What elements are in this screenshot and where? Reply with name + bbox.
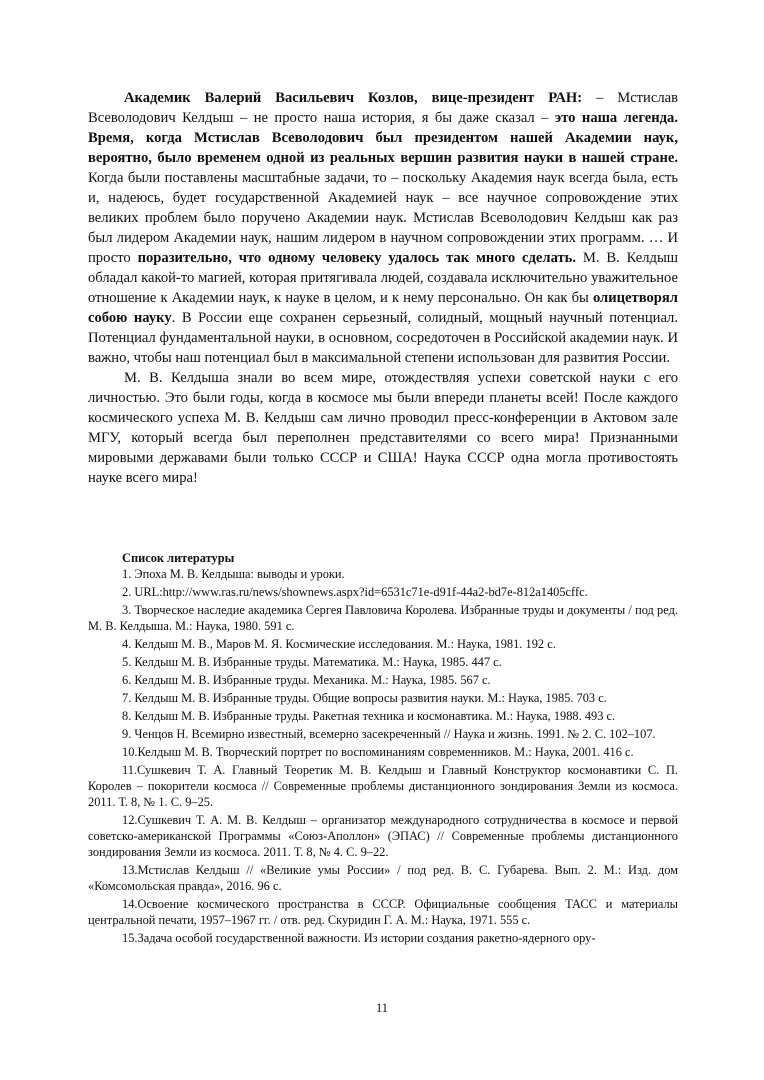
main-text bbox=[88, 88, 678, 488]
reference-item: 12.Сушкевич Т. А. М. В. Келдыш – организатор международного сотрудничества в космосе и первой советско-американской Программы «Союз-Аполлон» (ЭПАС) // Современные проблемы дистанционного зондирования Земли из космоса. 2011. Т. 8, № 4. С. 9–22. bbox=[88, 813, 678, 859]
reference-item: 9. Ченцов Н. Всемирно известный, всемерно засекреченный // Наука и жизнь. 1991. № 2. С. 102–107. bbox=[122, 727, 656, 741]
quote-paragraph bbox=[88, 88, 678, 368]
reference-item: 5. Келдыш М. В. Избранные труды. Математика. М.: Наука, 1985. 447 с. bbox=[122, 655, 502, 669]
reference-item: 6. Келдыш М. В. Избранные труды. Механика. М.: Наука, 1985. 567 с. bbox=[122, 673, 491, 687]
closing-paragraph: М. В. Келдыша знали во всем мире, отождествляя успехи советской науки с его личностью. Это были годы, когда в космосе мы были впереди планеты всей! После каждого космического успеха М. В. Келдыш сам лично проводил пресс-конференции в Актовом зале МГУ, который всегда был переполнен представителями со всего мира! Признанными мировыми державами были только СССР и США! Наука СССР одна могла противостоять науке всего мира! bbox=[88, 370, 678, 486]
quote-bold-segment: олицетворял собою науку bbox=[88, 290, 678, 326]
reference-item: 3. Творческое наследие академика Сергея Павловича Королева. Избранные труды и документы / под ред. М. В. Келдыша. М.: Наука, 1980. 591 с. bbox=[88, 603, 678, 633]
reference-item: 2. URL:http://www.ras.ru/news/shownews.aspx?id=6531c71e-d91f-44a2-bd7e-812a1405cffc. bbox=[122, 585, 588, 599]
reference-item: 14.Освоение космического пространства в СССР. Официальные сообщения ТАСС и материалы центральной печати, 1957–1967 гг. / отв. ред. Скуридин Г. А. М.: Наука, 1971. 555 с. bbox=[88, 897, 678, 927]
quote-segment: Когда были поставлены масштабные задачи, то – поскольку Академия наук всегда была, есть и, надеюсь, будет государственной Академией наук – все научное сопровождение этих великих проблем было поручено Академии наук. Мстислав Всеволодович Келдыш как раз был лидером Академии наук, нашим лидером в научном сопровождении этих программ. … И просто bbox=[88, 170, 678, 266]
page-number: 11 bbox=[376, 1001, 388, 1015]
quote-bold-segment: поразительно, что одному человеку удалось так много сделать. bbox=[137, 250, 577, 266]
references-section bbox=[88, 550, 678, 948]
references-title: Список литературы bbox=[122, 551, 235, 565]
reference-item: 1. Эпоха М. В. Келдыша: выводы и уроки. bbox=[122, 567, 345, 581]
reference-item: 13.Мстислав Келдыш // «Великие умы России» / под ред. В. С. Губарева. Вып. 2. М.: Изд. дом «Комсомольская правда», 2016. 96 с. bbox=[88, 863, 678, 893]
speaker-heading: Академик Валерий Васильевич Козлов, вице-президент РАН: bbox=[124, 90, 583, 106]
quote-segment: М. В. Келдыш обладал какой-то магией, которая притягивала людей, создавала исключительно уважительное отношение к Академии наук, к науке в целом, и к нему персонально. Он как бы bbox=[88, 250, 678, 306]
reference-item: 15.Задача особой государственной важности. Из истории создания ракетно-ядерного ору- bbox=[122, 931, 596, 945]
reference-item: 11.Сушкевич Т. А. Главный Теоретик М. В. Келдыш и Главный Конструктор космонавтики С. П. Королев – покорители космоса // Современные проблемы дистанционного зондирования Земли из космоса. 2011. Т. 8, № 1. С. 9–25. bbox=[88, 763, 678, 809]
quote-bold-segment: это наша легенда. Время, когда Мстислав Всеволодович был президентом нашей Академии наук, вероятно, было временем одной из реальных вершин развития науки в нашей стране. bbox=[88, 110, 678, 166]
reference-item: 8. Келдыш М. В. Избранные труды. Ракетная техника и космонавтика. М.: Наука, 1988. 493 с. bbox=[122, 709, 616, 723]
quote-segment: . В России еще сохранен серьезный, солидный, мощный научный потенциал. Потенциал фундаментальной науки, в основном, сосредоточен в Российской академии наук. И важно, чтобы наш потенциал был в максимальной степени использован для развития России. bbox=[88, 310, 678, 366]
reference-item: 10.Келдыш М. В. Творческий портрет по воспоминаниям современников. М.: Наука, 2001. 416 с. bbox=[122, 745, 634, 759]
quote-segment: – Мстислав Всеволодович Келдыш – не просто наша история, я бы даже сказал – bbox=[88, 90, 678, 126]
reference-item: 4. Келдыш М. В., Маров М. Я. Космические исследования. М.: Наука, 1981. 192 с. bbox=[122, 637, 556, 651]
references-list bbox=[88, 566, 678, 946]
reference-item: 7. Келдыш М. В. Избранные труды. Общие вопросы развития науки. М.: Наука, 1985. 703 с. bbox=[122, 691, 607, 705]
